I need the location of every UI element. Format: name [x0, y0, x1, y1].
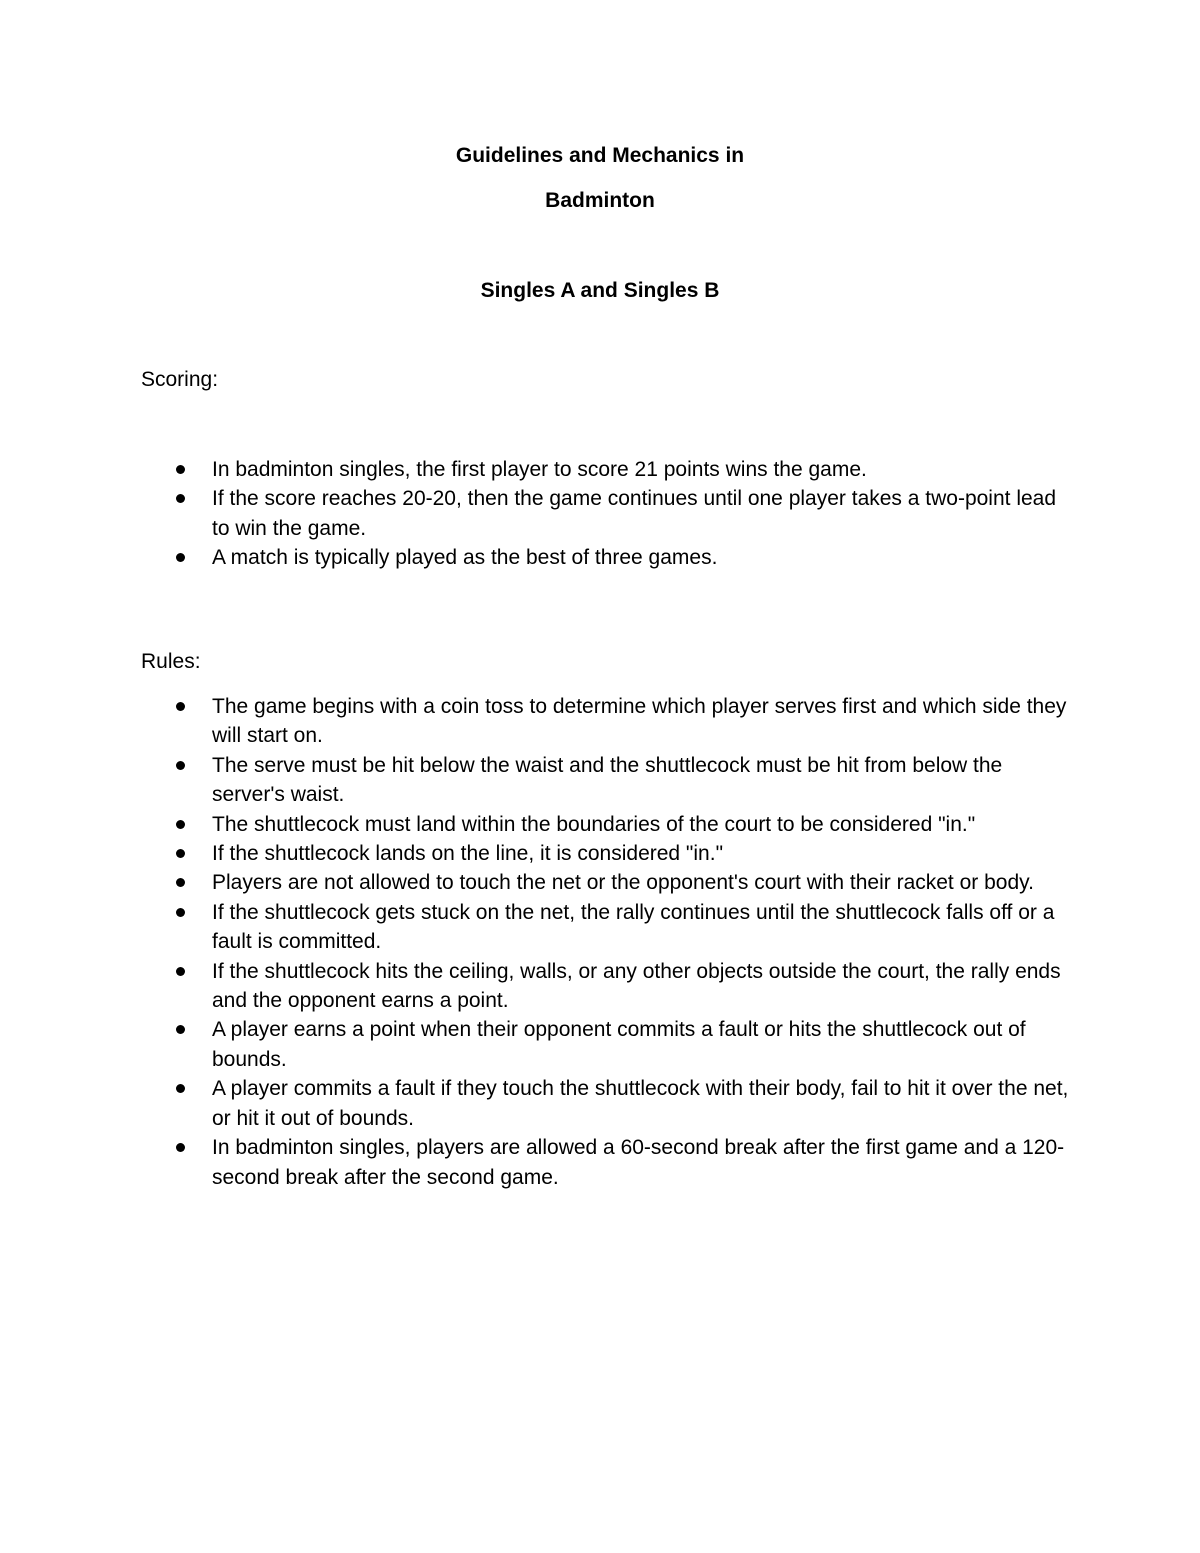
list-item-text: If the shuttlecock hits the ceiling, walls, or any other objects outside the court, the rally ends and the opponent earns a point. — [212, 959, 1061, 1013]
bullet-icon — [176, 967, 185, 976]
document-subtitle: Singles A and Singles B — [480, 279, 720, 302]
bullet-icon — [176, 553, 185, 562]
list-item — [141, 692, 1071, 751]
list-item — [141, 1074, 1071, 1133]
list-item-text: The game begins with a coin toss to determine which player serves first and which side they will start on. — [212, 695, 1067, 748]
bullet-icon — [176, 1084, 185, 1093]
list-item — [141, 543, 1071, 572]
bullet-icon — [176, 465, 185, 474]
list-item-text: If the shuttlecock lands on the line, it is considered "in." — [212, 842, 724, 866]
list-item — [141, 1133, 1071, 1192]
list-item — [141, 484, 1071, 543]
scoring-list — [141, 455, 1071, 573]
list-item — [141, 455, 1071, 484]
list-item-text: Players are not allowed to touch the net or the opponent's court with their racket or body. — [212, 871, 1034, 895]
list-item-text: A player earns a point when their opponent commits a fault or hits the shuttlecock out of bounds. — [212, 1018, 1026, 1071]
list-item — [141, 751, 1071, 810]
bullet-icon — [176, 761, 185, 770]
list-item-text: In badminton singles, players are allowed a 60-second break after the first game and a 120-second break after the second game. — [212, 1136, 1065, 1189]
document-title-line-2: Badminton — [545, 189, 655, 212]
bullet-icon — [176, 1025, 185, 1034]
list-item-text: A match is typically played as the best of three games. — [212, 546, 718, 570]
bullet-icon — [176, 878, 185, 887]
bullet-icon — [176, 494, 185, 503]
list-item — [141, 957, 1071, 1016]
list-item — [141, 898, 1071, 957]
list-item — [141, 868, 1071, 897]
scoring-heading: Scoring: — [141, 368, 219, 391]
rules-list — [141, 692, 1071, 1192]
list-item — [141, 810, 1071, 839]
list-item-text: If the score reaches 20-20, then the game continues until one player takes a two-point lead to win the game. — [212, 487, 1057, 540]
bullet-icon — [176, 849, 185, 858]
list-item — [141, 1015, 1071, 1074]
list-item-text: In badminton singles, the first player to score 21 points wins the game. — [212, 458, 867, 481]
bullet-icon — [176, 908, 185, 917]
document-title-line-1: Guidelines and Mechanics in — [455, 144, 745, 167]
list-item-text: If the shuttlecock gets stuck on the net, the rally continues until the shuttlecock falls off or a fault is committed. — [212, 900, 1055, 954]
bullet-icon — [176, 820, 185, 829]
bullet-icon — [176, 1143, 185, 1152]
list-item-text: A player commits a fault if they touch the shuttlecock with their body, fail to hit it over the net, or hit it out of bounds. — [212, 1077, 1069, 1130]
list-item-text: The serve must be hit below the waist and the shuttlecock must be hit from below the server's waist. — [212, 753, 1003, 807]
list-item-text: The shuttlecock must land within the boundaries of the court to be considered "in." — [212, 812, 976, 836]
bullet-icon — [176, 702, 185, 711]
rules-heading: Rules: — [141, 650, 201, 673]
list-item — [141, 839, 1071, 868]
